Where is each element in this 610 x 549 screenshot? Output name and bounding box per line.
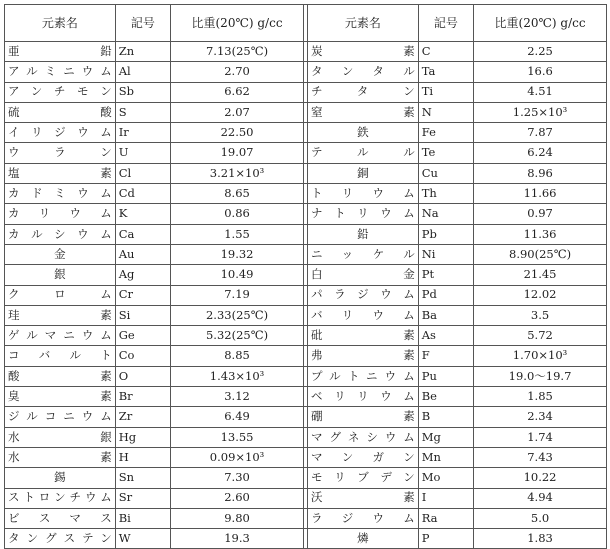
density-value: 8.85 (171, 346, 304, 366)
element-symbol: Th (418, 184, 473, 204)
density-value: 1.55 (171, 224, 304, 244)
element-symbol: Zr (115, 407, 170, 427)
element-name: 硼素 (307, 407, 418, 427)
density-value: 1.25×10³ (474, 102, 607, 122)
element-symbol: Br (115, 387, 170, 407)
element-name: バリウム (307, 305, 418, 325)
element-name: ナトリウム (307, 204, 418, 224)
density-value: 7.19 (171, 285, 304, 305)
element-name: 鉄 (307, 123, 418, 143)
density-value: 6.62 (171, 82, 304, 102)
density-value: 16.6 (474, 62, 607, 82)
element-symbol: As (418, 326, 473, 346)
element-name: プルトニウム (307, 366, 418, 386)
table-row (5, 42, 607, 62)
element-symbol: Al (115, 62, 170, 82)
element-name: ストロンチウム (5, 488, 116, 508)
element-name: モリブデン (307, 468, 418, 488)
header-element-name-right: 元素名 (307, 5, 418, 42)
element-name: カドミウム (5, 184, 116, 204)
table-row (5, 102, 607, 122)
density-value: 7.13(25℃) (171, 42, 304, 62)
element-name: 白金 (307, 265, 418, 285)
element-density-table (4, 4, 607, 549)
density-value: 8.96 (474, 163, 607, 183)
element-symbol: Hg (115, 427, 170, 447)
element-name: 弗素 (307, 346, 418, 366)
density-value: 1.83 (474, 529, 607, 549)
table-row (5, 204, 607, 224)
density-value: 10.49 (171, 265, 304, 285)
density-value: 1.74 (474, 427, 607, 447)
density-value: 0.97 (474, 204, 607, 224)
table-row (5, 184, 607, 204)
element-name: 銅 (307, 163, 418, 183)
element-symbol: K (115, 204, 170, 224)
element-name: タンタル (307, 62, 418, 82)
density-value: 1.85 (474, 387, 607, 407)
element-symbol: B (418, 407, 473, 427)
density-value: 10.22 (474, 468, 607, 488)
element-symbol: Mn (418, 447, 473, 467)
element-symbol: Pb (418, 224, 473, 244)
element-symbol: Be (418, 387, 473, 407)
density-value: 5.0 (474, 508, 607, 528)
element-name: 臭素 (5, 387, 116, 407)
element-name: タングステン (5, 529, 116, 549)
density-value: 11.66 (474, 184, 607, 204)
element-name: 銀 (5, 265, 116, 285)
element-symbol: Pd (418, 285, 473, 305)
element-symbol: Te (418, 143, 473, 163)
header-symbol-left: 記号 (115, 5, 170, 42)
table-row (5, 265, 607, 285)
element-symbol: Si (115, 305, 170, 325)
element-symbol: Bi (115, 508, 170, 528)
element-name: 水銀 (5, 427, 116, 447)
header-density-left: 比重(20℃) g/cc (171, 5, 304, 42)
element-name: 亜鉛 (5, 42, 116, 62)
density-value: 4.51 (474, 82, 607, 102)
table-row (5, 285, 607, 305)
density-value: 7.30 (171, 468, 304, 488)
element-symbol: Ta (418, 62, 473, 82)
table-row (5, 407, 607, 427)
element-name: 金 (5, 244, 116, 264)
density-value: 13.55 (171, 427, 304, 447)
density-value: 12.02 (474, 285, 607, 305)
header-element-name-left: 元素名 (5, 5, 116, 42)
element-name: 酸素 (5, 366, 116, 386)
element-symbol: F (418, 346, 473, 366)
element-name: ビスマス (5, 508, 116, 528)
element-name: 硫酸 (5, 102, 116, 122)
element-name: アンチモン (5, 82, 116, 102)
table-row (5, 62, 607, 82)
table-row (5, 123, 607, 143)
element-symbol: Mo (418, 468, 473, 488)
element-symbol: Co (115, 346, 170, 366)
element-symbol: Sn (115, 468, 170, 488)
element-symbol: C (418, 42, 473, 62)
element-symbol: Cu (418, 163, 473, 183)
element-symbol: O (115, 366, 170, 386)
element-name: ニッケル (307, 244, 418, 264)
element-name: ラジウム (307, 508, 418, 528)
density-value: 9.80 (171, 508, 304, 528)
element-name: イリジウム (5, 123, 116, 143)
density-value: 6.24 (474, 143, 607, 163)
element-name: トリウム (307, 184, 418, 204)
element-symbol: Ni (418, 244, 473, 264)
element-name: コバルト (5, 346, 116, 366)
density-value: 21.45 (474, 265, 607, 285)
element-name: 珪素 (5, 305, 116, 325)
density-value: 3.21×10³ (171, 163, 304, 183)
density-value: 5.32(25℃) (171, 326, 304, 346)
density-value: 19.07 (171, 143, 304, 163)
density-value: 22.50 (171, 123, 304, 143)
element-symbol: Ti (418, 82, 473, 102)
density-value: 19.32 (171, 244, 304, 264)
element-symbol: Ca (115, 224, 170, 244)
table-row (5, 529, 607, 549)
table-row (5, 468, 607, 488)
table-row (5, 143, 607, 163)
element-name: ゲルマニウム (5, 326, 116, 346)
element-name: カリウム (5, 204, 116, 224)
element-name: ジルコニウム (5, 407, 116, 427)
density-value: 0.86 (171, 204, 304, 224)
density-value: 0.09×10³ (171, 447, 304, 467)
element-name: チタン (307, 82, 418, 102)
element-symbol: U (115, 143, 170, 163)
element-symbol: Zn (115, 42, 170, 62)
element-symbol: I (418, 488, 473, 508)
element-name: マンガン (307, 447, 418, 467)
element-name: クロム (5, 285, 116, 305)
density-value: 19.0〜19.7 (474, 366, 607, 386)
element-name: カルシウム (5, 224, 116, 244)
density-value: 5.72 (474, 326, 607, 346)
element-name: 鉛 (307, 224, 418, 244)
element-name: 塩素 (5, 163, 116, 183)
table-row (5, 346, 607, 366)
element-symbol: Au (115, 244, 170, 264)
density-value: 2.60 (171, 488, 304, 508)
density-value: 3.12 (171, 387, 304, 407)
element-symbol: Pu (418, 366, 473, 386)
density-value: 7.87 (474, 123, 607, 143)
table-row (5, 224, 607, 244)
element-symbol: S (115, 102, 170, 122)
element-symbol: Mg (418, 427, 473, 447)
density-value: 4.94 (474, 488, 607, 508)
header-density-right: 比重(20℃) g/cc (474, 5, 607, 42)
table-row (5, 326, 607, 346)
table-row (5, 82, 607, 102)
density-value: 2.25 (474, 42, 607, 62)
element-name: 炭素 (307, 42, 418, 62)
table-row (5, 163, 607, 183)
element-name: 水素 (5, 447, 116, 467)
element-name: アルミニウム (5, 62, 116, 82)
density-value: 2.70 (171, 62, 304, 82)
element-symbol: Ir (115, 123, 170, 143)
element-symbol: Pt (418, 265, 473, 285)
element-name: パラジウム (307, 285, 418, 305)
density-value: 1.70×10³ (474, 346, 607, 366)
table-row (5, 366, 607, 386)
element-name: テルル (307, 143, 418, 163)
element-symbol: Ag (115, 265, 170, 285)
element-symbol: H (115, 447, 170, 467)
table-row (5, 508, 607, 528)
density-value: 11.36 (474, 224, 607, 244)
density-value: 2.34 (474, 407, 607, 427)
element-name: ウラン (5, 143, 116, 163)
table-row (5, 244, 607, 264)
density-value: 8.65 (171, 184, 304, 204)
table-row (5, 387, 607, 407)
density-value: 3.5 (474, 305, 607, 325)
element-symbol: N (418, 102, 473, 122)
element-symbol: Fe (418, 123, 473, 143)
density-value: 2.07 (171, 102, 304, 122)
element-symbol: Ra (418, 508, 473, 528)
table-row (5, 305, 607, 325)
element-symbol: Ge (115, 326, 170, 346)
element-symbol: Sr (115, 488, 170, 508)
density-value: 6.49 (171, 407, 304, 427)
element-name: 砒素 (307, 326, 418, 346)
element-name: ベリリウム (307, 387, 418, 407)
density-value: 1.43×10³ (171, 366, 304, 386)
density-value: 2.33(25℃) (171, 305, 304, 325)
density-value: 8.90(25℃) (474, 244, 607, 264)
element-symbol: Cr (115, 285, 170, 305)
table-row (5, 488, 607, 508)
element-name: 沃素 (307, 488, 418, 508)
element-name: 錫 (5, 468, 116, 488)
element-name: 窒素 (307, 102, 418, 122)
element-symbol: Cl (115, 163, 170, 183)
element-symbol: Ba (418, 305, 473, 325)
table-row (5, 427, 607, 447)
table-row (5, 447, 607, 467)
density-table-container (4, 4, 607, 549)
element-symbol: Na (418, 204, 473, 224)
element-symbol: W (115, 529, 170, 549)
density-value: 7.43 (474, 447, 607, 467)
element-symbol: Cd (115, 184, 170, 204)
element-name: 燐 (307, 529, 418, 549)
density-value: 19.3 (171, 529, 304, 549)
header-row (5, 5, 607, 42)
element-symbol: P (418, 529, 473, 549)
element-symbol: Sb (115, 82, 170, 102)
header-symbol-right: 記号 (418, 5, 473, 42)
element-name: マグネシウム (307, 427, 418, 447)
